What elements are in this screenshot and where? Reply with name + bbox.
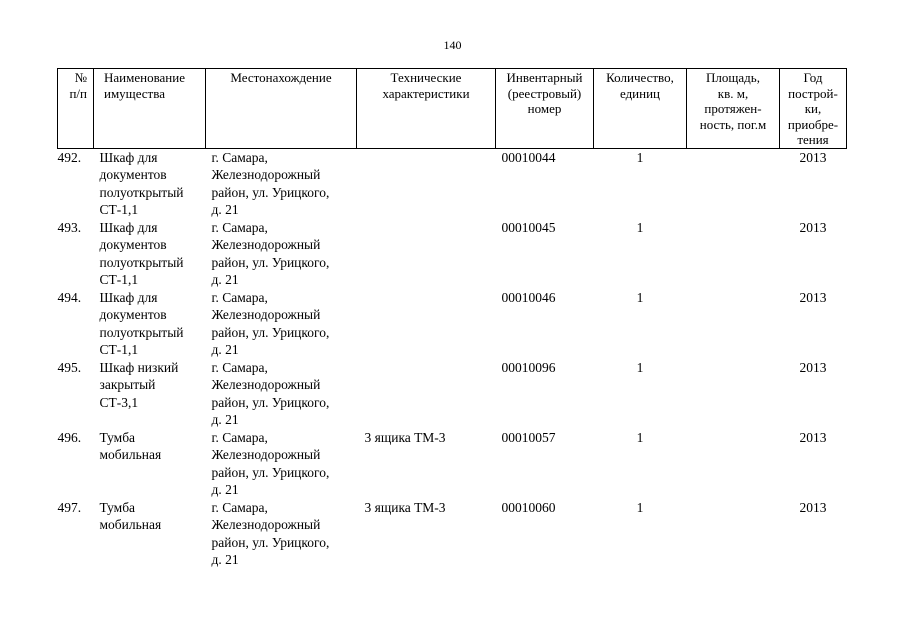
header-line: ность, пог.м <box>699 116 767 132</box>
cell-location-line: район, ул. Урицкого, <box>211 394 330 410</box>
cell-location <box>206 429 357 499</box>
cell-name <box>94 148 206 219</box>
header-line: Год <box>803 70 823 85</box>
header-line: единиц <box>619 85 661 101</box>
cell-location-line: район, ул. Урицкого, <box>211 534 330 550</box>
header-line: Количество, <box>606 70 674 85</box>
cell-location <box>206 148 357 219</box>
header-col-inventory <box>496 69 594 149</box>
cell-location <box>206 289 357 359</box>
cell-name-line: Тумба <box>99 499 136 515</box>
cell-name-line: Тумба <box>99 429 136 445</box>
cell-name-line: документов <box>99 307 167 322</box>
page-number: 140 <box>443 38 462 52</box>
cell-tech <box>357 359 496 429</box>
header-line: приобре- <box>787 116 839 132</box>
table-row <box>58 429 847 499</box>
cell-area <box>687 148 780 219</box>
cell-location-line: Железнодорожный <box>211 167 321 182</box>
cell-location-line: г. Самара, <box>211 149 268 165</box>
table-row <box>58 148 847 219</box>
header-col-name <box>94 69 206 149</box>
cell-name-line: мобильная <box>99 447 162 462</box>
cell-location-line: Железнодорожный <box>211 377 321 392</box>
cell-tech <box>357 148 496 219</box>
table-row <box>58 499 847 569</box>
cell-year: 2013 <box>799 429 827 445</box>
cell-name-line: Шкаф для <box>99 289 158 305</box>
cell-name-line: СТ-3,1 <box>99 394 139 410</box>
cell-location-line: г. Самара, <box>211 219 268 235</box>
header-line: п/п <box>69 85 87 101</box>
cell-number: 493. <box>57 219 82 235</box>
cell-location-line: г. Самара, <box>211 499 268 515</box>
cell-quantity: 1 <box>636 429 644 445</box>
cell-inventory: 00010045 <box>501 219 556 235</box>
cell-quantity: 1 <box>636 499 644 515</box>
header-line: Площадь, <box>706 70 760 85</box>
cell-location-line: д. 21 <box>211 272 239 287</box>
header-line: имущества <box>104 85 165 101</box>
cell-location-line: г. Самара, <box>211 429 268 445</box>
cell-location-line: Железнодорожный <box>211 447 321 462</box>
header-col-quantity <box>594 69 687 149</box>
cell-inventory: 00010060 <box>501 499 556 515</box>
cell-location-line: д. 21 <box>211 342 239 357</box>
cell-name-line: закрытый <box>99 377 156 392</box>
header-line: тения <box>797 132 829 147</box>
cell-name-line: полуоткрытый <box>99 324 184 340</box>
cell-number: 495. <box>57 359 82 375</box>
cell-location-line: район, ул. Урицкого, <box>211 184 330 200</box>
cell-name-line: мобильная <box>99 517 162 532</box>
cell-name-line: Шкаф для <box>99 219 158 235</box>
inventory-table <box>57 68 847 569</box>
header-line: Наименование <box>104 70 185 85</box>
cell-name-line: СТ-1,1 <box>99 342 139 357</box>
cell-location-line: д. 21 <box>211 412 239 427</box>
cell-inventory: 00010057 <box>501 429 556 445</box>
cell-inventory: 00010096 <box>501 359 556 375</box>
cell-name-line: СТ-1,1 <box>99 272 139 287</box>
cell-number: 496. <box>57 429 82 445</box>
cell-name <box>94 359 206 429</box>
header-col-area <box>687 69 780 149</box>
cell-location-line: Железнодорожный <box>211 237 321 252</box>
cell-location-line: район, ул. Урицкого, <box>211 464 330 480</box>
header-line: Инвентарный <box>506 70 583 85</box>
cell-area <box>687 219 780 289</box>
cell-name-line: СТ-1,1 <box>99 202 139 217</box>
cell-quantity: 1 <box>636 149 644 165</box>
cell-year: 2013 <box>799 219 827 235</box>
cell-area <box>687 289 780 359</box>
cell-number: 494. <box>57 289 82 305</box>
table-row <box>58 359 847 429</box>
header-line: (реестровый) <box>507 85 582 101</box>
cell-location-line: д. 21 <box>211 482 239 497</box>
cell-quantity: 1 <box>636 289 644 305</box>
cell-location-line: район, ул. Урицкого, <box>211 324 330 340</box>
cell-area <box>687 359 780 429</box>
header-line: характеристики <box>382 85 470 101</box>
header-line: протяжен- <box>704 101 762 116</box>
cell-location <box>206 219 357 289</box>
header-line: № <box>74 70 87 85</box>
cell-number: 492. <box>57 149 82 165</box>
cell-year: 2013 <box>799 149 827 165</box>
cell-name <box>94 499 206 569</box>
cell-location-line: д. 21 <box>211 202 239 217</box>
cell-location-line: район, ул. Урицкого, <box>211 254 330 270</box>
cell-location-line: г. Самара, <box>211 289 268 305</box>
header-line: Технические <box>390 70 462 85</box>
cell-name <box>94 429 206 499</box>
cell-location-line: д. 21 <box>211 552 239 567</box>
cell-tech: 3 ящика ТМ-3 <box>364 429 446 445</box>
cell-name-line: полуоткрытый <box>99 184 184 200</box>
cell-number: 497. <box>57 499 82 515</box>
header-line: ки, <box>804 101 822 116</box>
cell-location-line: г. Самара, <box>211 359 268 375</box>
header-col-location <box>206 69 357 149</box>
cell-year: 2013 <box>799 289 827 305</box>
header-col-tech <box>357 69 496 149</box>
header-col-num <box>58 69 94 149</box>
cell-name-line: Шкаф низкий <box>99 359 179 375</box>
cell-name-line: документов <box>99 167 167 182</box>
header-line: номер <box>527 101 562 116</box>
header-line: кв. м, <box>717 85 749 101</box>
table-body <box>58 148 847 569</box>
cell-name-line: документов <box>99 237 167 252</box>
table-row <box>58 219 847 289</box>
cell-tech <box>357 219 496 289</box>
cell-tech: 3 ящика ТМ-3 <box>364 499 446 515</box>
cell-year: 2013 <box>799 499 827 515</box>
header-col-year <box>780 69 847 149</box>
cell-inventory: 00010046 <box>501 289 556 305</box>
table-header-row <box>58 69 847 149</box>
cell-location-line: Железнодорожный <box>211 307 321 322</box>
cell-quantity: 1 <box>636 219 644 235</box>
table-row <box>58 289 847 359</box>
cell-area <box>687 499 780 569</box>
cell-location <box>206 359 357 429</box>
cell-name-line: Шкаф для <box>99 149 158 165</box>
cell-name <box>94 289 206 359</box>
cell-name-line: полуоткрытый <box>99 254 184 270</box>
cell-name <box>94 219 206 289</box>
cell-location <box>206 499 357 569</box>
cell-year: 2013 <box>799 359 827 375</box>
cell-location-line: Железнодорожный <box>211 517 321 532</box>
cell-area <box>687 429 780 499</box>
header-line: построй- <box>788 85 838 101</box>
cell-quantity: 1 <box>636 359 644 375</box>
cell-tech <box>357 289 496 359</box>
cell-inventory: 00010044 <box>501 149 556 165</box>
header-line: Местонахождение <box>230 70 332 85</box>
